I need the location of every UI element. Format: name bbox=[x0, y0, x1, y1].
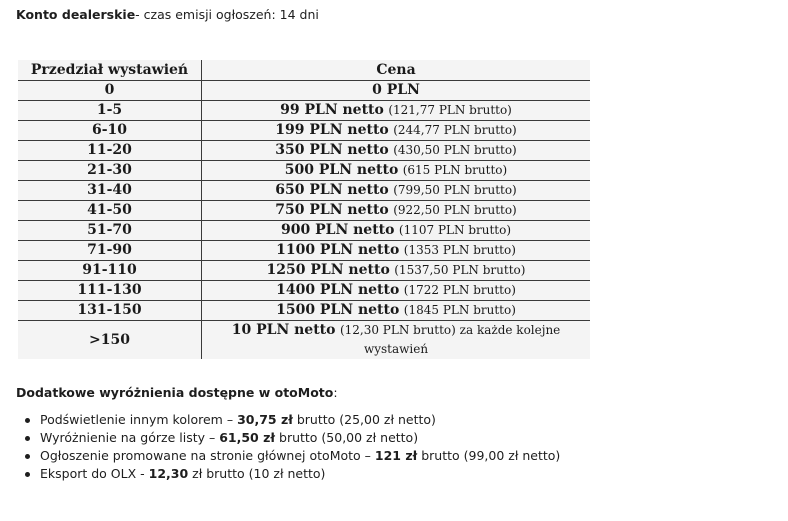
item-text: brutto (50,00 zł netto) bbox=[275, 430, 419, 445]
item-price: 121 zł bbox=[374, 448, 418, 463]
brutto-price: (615 PLN brutto) bbox=[402, 163, 508, 177]
extras-title-bold: Dodatkowe wyróżnienia dostępne w otoMoto bbox=[16, 385, 334, 400]
extras-list bbox=[16, 411, 560, 483]
extras-title-suffix: : bbox=[333, 385, 338, 400]
brutto-price: (922,50 PLN brutto) bbox=[393, 203, 517, 217]
netto-price: 650 PLN netto bbox=[275, 182, 389, 198]
range-cell: 131-150 bbox=[18, 301, 202, 321]
price-cell bbox=[202, 121, 591, 141]
price-cell bbox=[202, 141, 591, 161]
price-table bbox=[18, 60, 590, 359]
netto-price: 1500 PLN netto bbox=[276, 302, 400, 318]
item-text: brutto (25,00 zł netto) bbox=[292, 412, 436, 427]
item-text: brutto (99,00 zł netto) bbox=[417, 448, 561, 463]
netto-price: 1400 PLN netto bbox=[276, 282, 400, 298]
netto-price: 99 PLN netto bbox=[280, 102, 384, 118]
range-cell: 6-10 bbox=[18, 121, 202, 141]
table-row bbox=[18, 101, 590, 121]
price-cell bbox=[202, 221, 591, 241]
intro-line bbox=[16, 7, 319, 23]
netto-price: 750 PLN netto bbox=[275, 202, 389, 218]
item-text: Eksport do OLX - bbox=[40, 466, 149, 481]
netto-price: 199 PLN netto bbox=[275, 122, 389, 138]
brutto-price: (1107 PLN brutto) bbox=[398, 223, 512, 237]
table-row bbox=[18, 301, 590, 321]
brutto-price: (12,30 PLN brutto) za każde kolejne wystawień bbox=[339, 323, 561, 356]
price-cell bbox=[202, 181, 591, 201]
table-row bbox=[18, 141, 590, 161]
table-row bbox=[18, 321, 590, 360]
table-row bbox=[18, 121, 590, 141]
price-cell bbox=[202, 261, 591, 281]
item-text: Ogłoszenie promowane na stronie głównej otoMoto – bbox=[40, 448, 375, 463]
brutto-price: (244,77 PLN brutto) bbox=[393, 123, 517, 137]
range-cell: 41-50 bbox=[18, 201, 202, 221]
brutto-price: (1722 PLN brutto) bbox=[403, 283, 516, 297]
range-cell: 91-110 bbox=[18, 261, 202, 281]
item-text: Podświetlenie innym kolorem – bbox=[40, 412, 238, 427]
price-cell bbox=[202, 241, 591, 261]
header-price: Cena bbox=[376, 61, 416, 78]
range-cell: 31-40 bbox=[18, 181, 202, 201]
intro-text: - czas emisji ogłoszeń: 14 dni bbox=[135, 7, 319, 22]
list-item bbox=[40, 465, 560, 483]
netto-price: 350 PLN netto bbox=[275, 142, 389, 158]
price-cell bbox=[202, 201, 591, 221]
brutto-price: (799,50 PLN brutto) bbox=[393, 183, 517, 197]
brutto-price: (1537,50 PLN brutto) bbox=[394, 263, 526, 277]
item-price: 30,75 zł bbox=[237, 412, 293, 427]
item-price: 12,30 bbox=[148, 466, 189, 481]
list-item bbox=[40, 447, 560, 465]
range-cell: 1-5 bbox=[18, 101, 202, 121]
price-cell bbox=[202, 321, 591, 360]
list-item bbox=[40, 429, 560, 447]
netto-price: 500 PLN netto bbox=[284, 162, 399, 178]
table-row bbox=[18, 241, 590, 261]
price-cell bbox=[202, 81, 591, 101]
item-price: 61,50 zł bbox=[219, 430, 276, 445]
brutto-price: (1353 PLN brutto) bbox=[403, 243, 516, 257]
item-text: zł brutto (10 zł netto) bbox=[188, 466, 326, 481]
range-cell: 51-70 bbox=[18, 221, 202, 241]
range-cell: 71-90 bbox=[18, 241, 202, 261]
range-cell: 21-30 bbox=[18, 161, 202, 181]
brutto-price: (430,50 PLN brutto) bbox=[393, 143, 517, 157]
extras-title bbox=[16, 385, 338, 401]
table-row bbox=[18, 201, 590, 221]
netto-price: 1100 PLN netto bbox=[276, 242, 400, 258]
table-header-row bbox=[18, 60, 590, 81]
price-cell bbox=[202, 101, 591, 121]
table-row bbox=[18, 81, 590, 101]
price-cell bbox=[202, 281, 591, 301]
table-row bbox=[18, 261, 590, 281]
table-row bbox=[18, 161, 590, 181]
range-cell: 111-130 bbox=[18, 281, 202, 301]
table-row bbox=[18, 281, 590, 301]
netto-price: 0 PLN bbox=[372, 82, 420, 98]
netto-price: 10 PLN netto bbox=[231, 322, 336, 338]
item-text: Wyróżnienie na górze listy – bbox=[40, 430, 220, 445]
table-row bbox=[18, 181, 590, 201]
netto-price: 1250 PLN netto bbox=[266, 262, 390, 278]
list-item bbox=[40, 411, 560, 429]
price-cell bbox=[202, 301, 591, 321]
netto-price: 900 PLN netto bbox=[280, 222, 395, 238]
table-row bbox=[18, 221, 590, 241]
header-range: Przedział wystawień bbox=[18, 60, 202, 81]
brutto-price: (1845 PLN brutto) bbox=[403, 303, 516, 317]
intro-bold: Konto dealerskie bbox=[16, 7, 136, 22]
range-cell: 11-20 bbox=[18, 141, 202, 161]
range-cell: 0 bbox=[18, 81, 202, 101]
range-cell: >150 bbox=[18, 321, 202, 360]
brutto-price: (121,77 PLN brutto) bbox=[388, 103, 512, 117]
price-cell bbox=[202, 161, 591, 181]
